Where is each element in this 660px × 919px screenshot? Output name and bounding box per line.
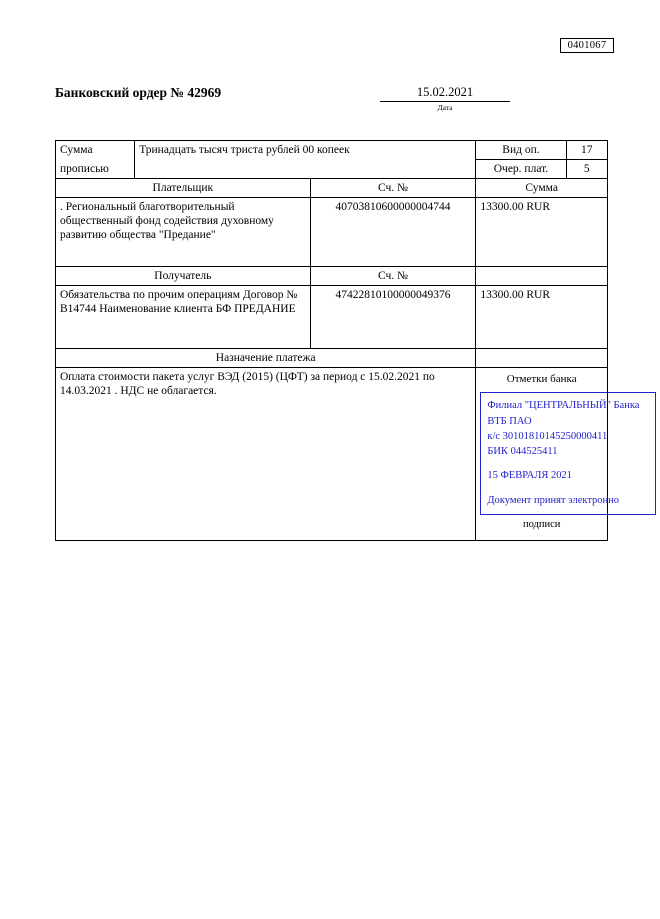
account-header-payer: Сч. № [310, 179, 476, 198]
payer-header-row [56, 179, 608, 198]
date-value: 15.02.2021 [380, 85, 510, 102]
stamp-accepted-note: Документ принят электронно [487, 494, 620, 506]
purpose-header-row [56, 349, 608, 368]
date-block [380, 85, 510, 112]
payer-account: 40703810600000004744 [310, 198, 476, 267]
stamp-date: 15 ФЕВРАЛЯ 2021 [487, 470, 573, 482]
purpose-text: Оплата стоимости пакета услуг ВЭД (2015) (ЦФТ) за период с 15.02.2021 по 14.03.2021 . НДС не облагается. [56, 368, 476, 541]
stamp-gap-1 [487, 459, 649, 468]
payer-row [56, 198, 608, 267]
amount-words-value: Тринадцать тысяч триста рублей 00 копеек [135, 141, 476, 179]
bank-marks-cell [476, 368, 640, 541]
amount-header-payer: Сумма [476, 179, 608, 198]
payee-amount: 13300.00 RUR [476, 286, 608, 349]
stamp-gap-2 [487, 484, 649, 493]
payment-order-value: 5 [566, 160, 607, 179]
op-type-value: 17 [566, 141, 607, 160]
stamp-line-4: БИК 044525411 [487, 446, 558, 458]
purpose-header-spacer [476, 349, 608, 368]
payment-order-label: Очер. плат. [476, 160, 566, 179]
amount-words-label-line2: прописью [60, 162, 109, 175]
purpose-header: Назначение платежа [56, 349, 476, 368]
op-type-label: Вид оп. [476, 141, 566, 160]
payee-account: 47422810100000049376 [310, 286, 476, 349]
account-header-payee: Сч. № [310, 267, 476, 286]
stamp-line-3: к/с 30101810145250000411 [487, 430, 608, 442]
payee-row [56, 286, 608, 349]
payee-header: Получатель [56, 267, 311, 286]
amount-words-label-line1: Сумма [60, 144, 93, 156]
payer-header: Плательщик [56, 179, 311, 198]
stamp-line-2: ВТБ ПАО [487, 415, 532, 427]
form-code: 0401067 [560, 38, 614, 53]
amount-header-payee-empty [476, 267, 608, 286]
title-row [55, 85, 610, 112]
purpose-row [56, 368, 608, 541]
order-table [55, 140, 640, 541]
bank-marks-title: Отметки банка [506, 373, 577, 386]
signatures-caption: подписи [522, 518, 561, 530]
amount-words-label [56, 141, 135, 160]
payee-header-row [56, 267, 608, 286]
page-title: Банковский ордер № 42969 [55, 85, 222, 100]
payee-name: Обязательства по прочим операциям Договор № В14744 Наименование клиента БФ ПРЕДАНИЕ [56, 286, 311, 349]
stamp-line-1: Филиал "ЦЕНТРАЛЬНЫЙ" Банка [487, 400, 640, 412]
amount-words-row [56, 141, 608, 160]
amount-words-label2 [56, 160, 135, 179]
payer-name: . Региональный благотворительный общественный фонд содействия духовному развитию общества "Предание" [56, 198, 311, 267]
date-caption: Дата [437, 103, 453, 112]
bank-stamp [480, 392, 656, 514]
payer-amount: 13300.00 RUR [476, 198, 608, 267]
